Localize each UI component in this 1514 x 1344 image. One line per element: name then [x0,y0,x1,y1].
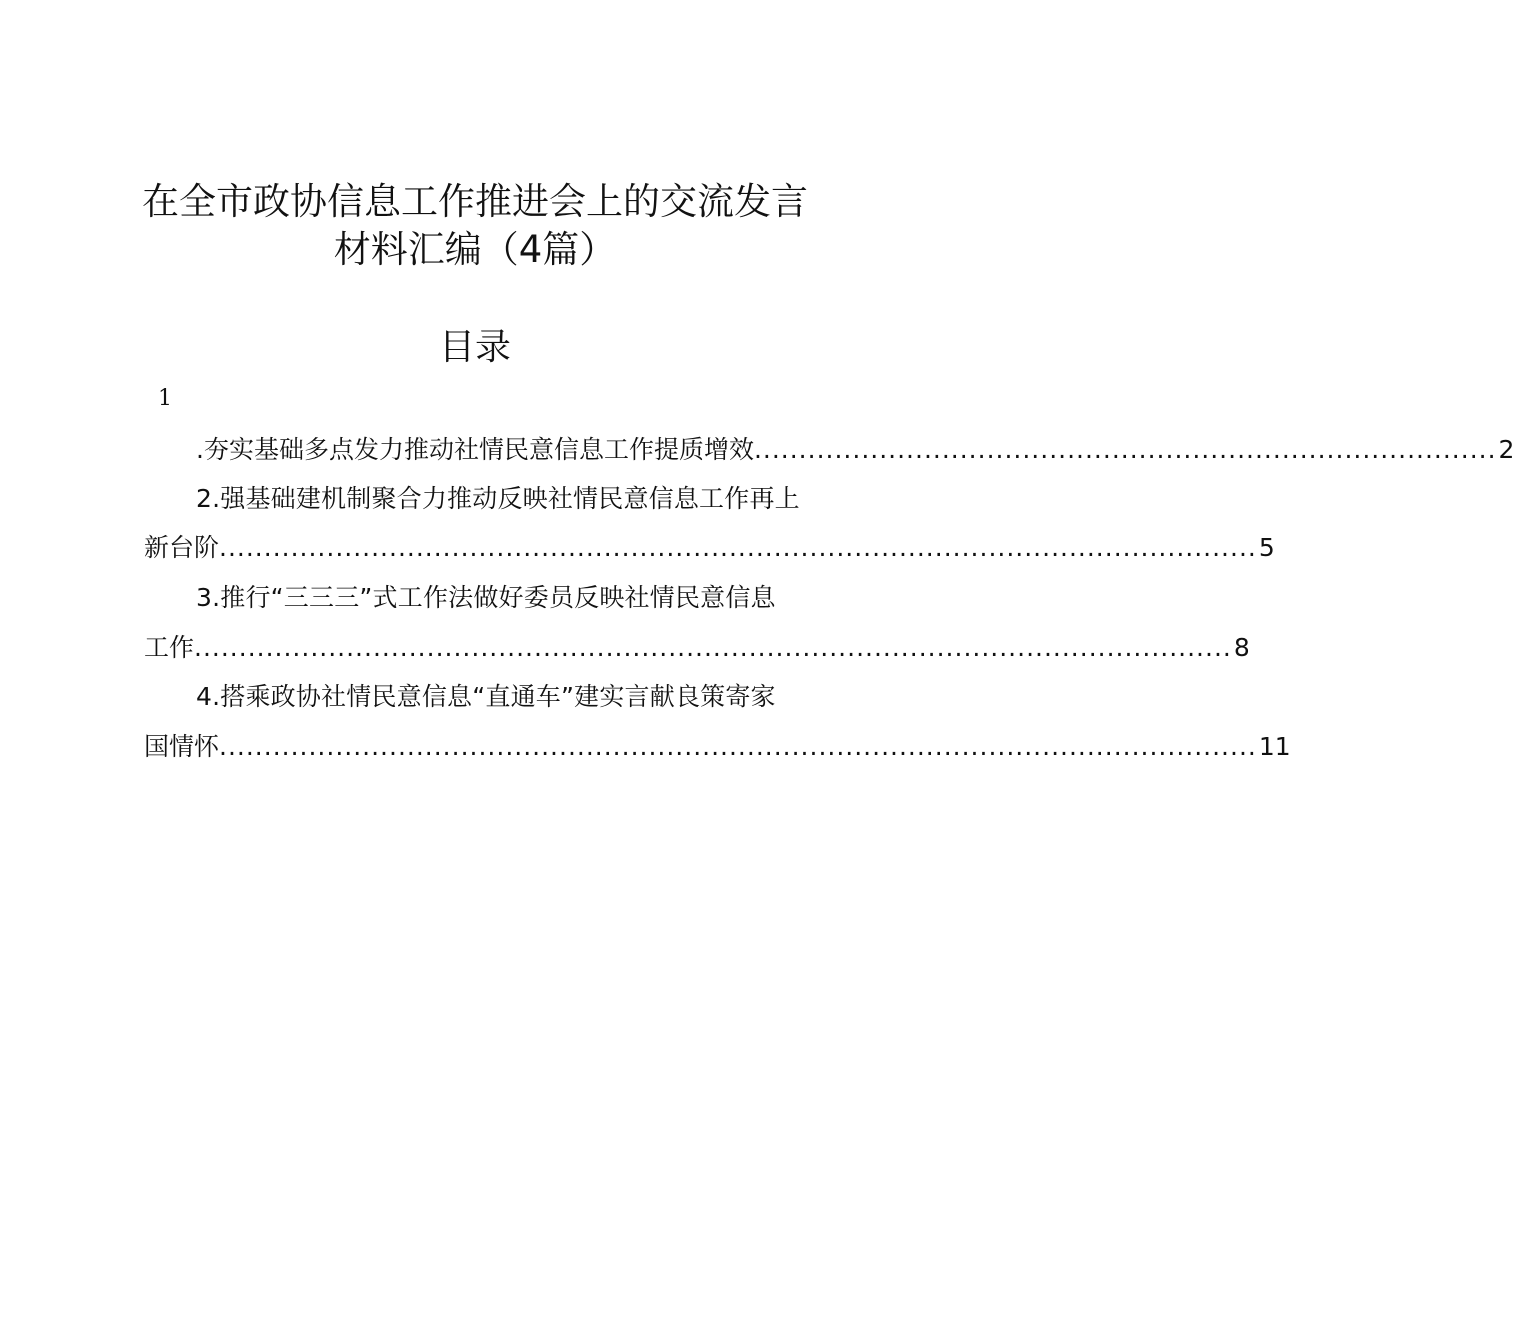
toc-entry-3-page: 8 [1233,633,1250,662]
toc-entry-4-line-2[interactable] [144,729,1291,765]
toc-entry-3-line-1[interactable] [196,580,806,616]
toc-entry-1[interactable] [196,432,1514,468]
toc-entry-1-page: 2 [1498,435,1514,464]
toc-entry-1-text: .夯实基础多点发力推动社情民意信息工作提质增效 [196,435,754,464]
document-title-line-2: 材料汇编（4篇） [333,228,617,271]
stray-number: 1 [158,386,172,411]
toc-entry-4-page: 11 [1258,732,1291,761]
toc-entry-3-line-2[interactable] [144,630,1250,666]
toc-entry-4-line-1[interactable] [196,679,806,715]
toc-entry-2-text: 2.强基础建机制聚合力推动反映社情民意信息工作再上 [196,484,800,513]
toc-entry-3-text-cont: 工作 [144,633,195,662]
toc-entry-3-leader: .................................................................................................................... [194,633,1232,662]
toc-entry-4-leader: .................................................................................................................... [219,732,1257,761]
toc-entry-2-leader: .................................................................................................................... [219,533,1257,562]
toc-entry-4-text: 4.搭乘政协社情民意信息“直通车”建实言献良策寄家 [196,682,776,711]
toc-entry-2-line-2[interactable] [144,530,1275,566]
toc-entry-2-text-cont: 新台阶 [144,533,220,562]
toc-entry-2-page: 5 [1258,533,1275,562]
document-title-line-1: 在全市政协信息工作推进会上的交流发言 [142,180,808,223]
toc-entry-4-text-cont: 国情怀 [144,732,220,761]
toc-entry-3-text: 3.推行“三三三”式工作法做好委员反映社情民意信息 [196,583,776,612]
toc-heading: 目录 [438,327,511,368]
toc-entry-2-line-1[interactable] [196,481,806,517]
toc-entry-1-leader: ................................................................................... [753,435,1497,464]
